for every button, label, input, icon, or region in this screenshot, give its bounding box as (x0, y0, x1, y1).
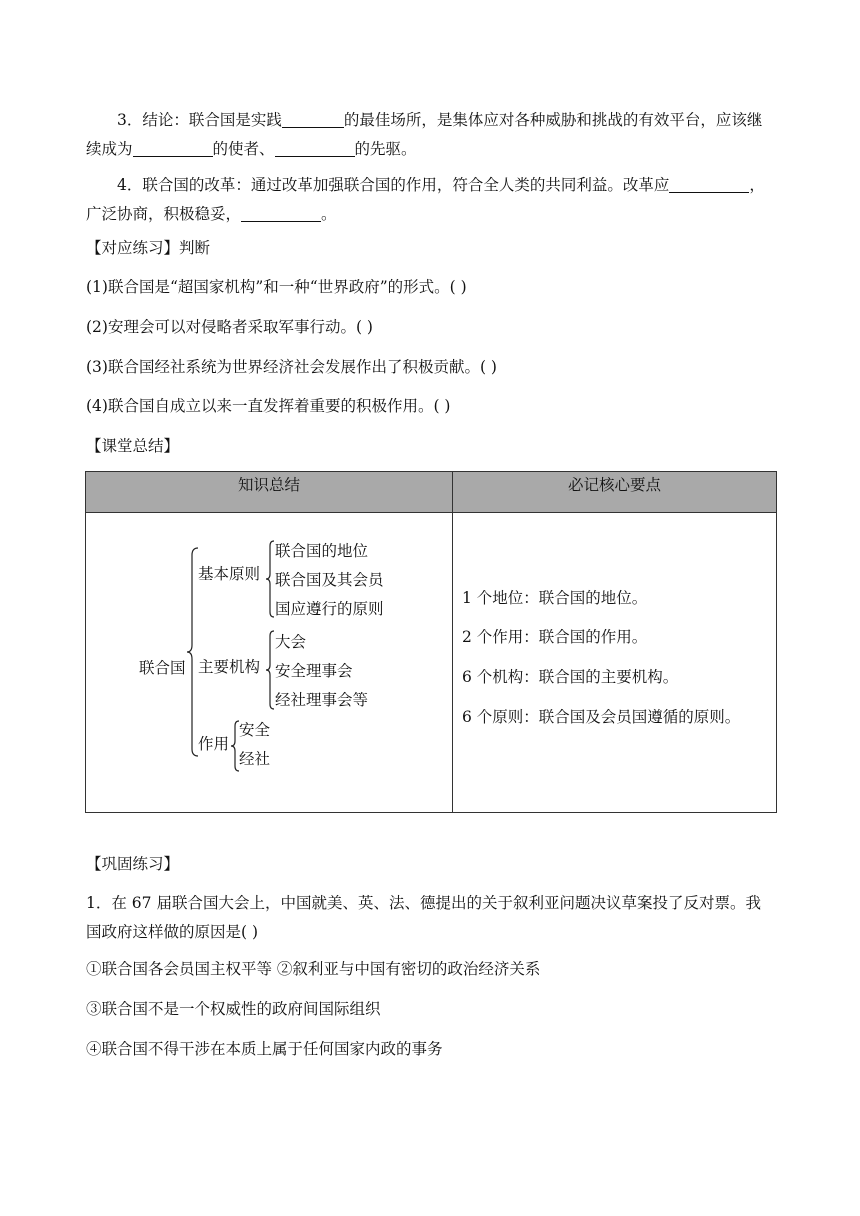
judgement-item: (4)联合国自成立以来一直发挥着重要的积极作用。( ) (86, 397, 451, 415)
answer-blank[interactable] (275, 140, 355, 157)
header-key-points: 必记核心要点 (453, 472, 776, 512)
tree-leaf: 经社理事会等 (275, 691, 369, 709)
tree-branch: 主要机构 (198, 658, 261, 676)
brace-icon (265, 540, 275, 618)
tree-branch: 作用 (198, 735, 230, 753)
tree-leaf: 联合国及其会员 (275, 571, 384, 589)
reform-paragraph (86, 171, 776, 229)
tree-branch: 基本原则 (198, 565, 261, 583)
question-option: ④联合国不得干涉在本质上属于任何国家内政的事务 (86, 1040, 443, 1058)
tree-leaf: 经社 (239, 750, 271, 768)
practice-heading: 【对应练习】判断 (86, 239, 211, 257)
key-point: 6 个机构：联合国的主要机构。 (462, 668, 679, 686)
question-option: ①联合国各会员国主权平等 ②叙利亚与中国有密切的政治经济关系 (86, 960, 541, 978)
key-point: 6 个原则：联合国及会员国遵循的原则。 (462, 708, 741, 726)
table-divider (86, 512, 776, 513)
answer-blank[interactable] (133, 140, 213, 157)
tree-leaf: 大会 (275, 633, 307, 651)
conclusion-text-2: 的最佳场所，是集体应对各种威胁和挑战的有效平台，应该继续成为 (86, 111, 763, 158)
key-point: 1 个地位：联合国的地位。 (462, 589, 648, 607)
tree-leaf: 安全 (239, 721, 271, 739)
answer-blank[interactable] (669, 176, 749, 193)
judgement-item: (2)安理会可以对侵略者采取军事行动。( ) (86, 318, 373, 336)
question-option: ③联合国不是一个权威性的政府间国际组织 (86, 1000, 381, 1018)
summary-heading: 【课堂总结】 (86, 437, 180, 455)
consolidation-heading: 【巩固练习】 (86, 855, 180, 873)
conclusion-paragraph (86, 106, 776, 164)
header-knowledge-summary: 知识总结 (86, 472, 452, 512)
key-point: 2 个作用：联合国的作用。 (462, 628, 648, 646)
question-stem: 1．在 67 届联合国大会上，中国就美、英、法、德提出的关于叙利亚问题决议草案投了反对票。我国政府这样做的原因是( ) (86, 894, 761, 941)
tree-leaf: 安全理事会 (275, 662, 353, 680)
brace-icon (265, 630, 275, 710)
judgement-item: (3)联合国经社系统为世界经济社会发展作出了积极贡献。( ) (86, 358, 497, 376)
table-divider (452, 472, 453, 812)
conclusion-text-4: 的先驱。 (354, 140, 417, 158)
judgement-item: (1)联合国是“超国家机构”和一种“世界政府”的形式。( ) (86, 278, 467, 296)
reform-text-2: ，广泛协商，积极稳妥， (86, 176, 765, 223)
reform-text-3: 。 (321, 205, 337, 223)
conclusion-text-1: 3．结论：联合国是实践 (117, 111, 282, 129)
summary-table (85, 471, 777, 813)
reform-text-1: 4．联合国的改革：通过改革加强联合国的作用，符合全人类的共同利益。改革应 (117, 176, 670, 194)
answer-blank[interactable] (282, 111, 344, 128)
answer-blank[interactable] (241, 205, 321, 222)
tree-leaf: 联合国的地位 (275, 542, 369, 560)
tree-leaf: 国应遵行的原则 (275, 600, 384, 618)
tree-root: 联合国 (139, 659, 186, 677)
conclusion-text-3: 的使者、 (212, 140, 275, 158)
